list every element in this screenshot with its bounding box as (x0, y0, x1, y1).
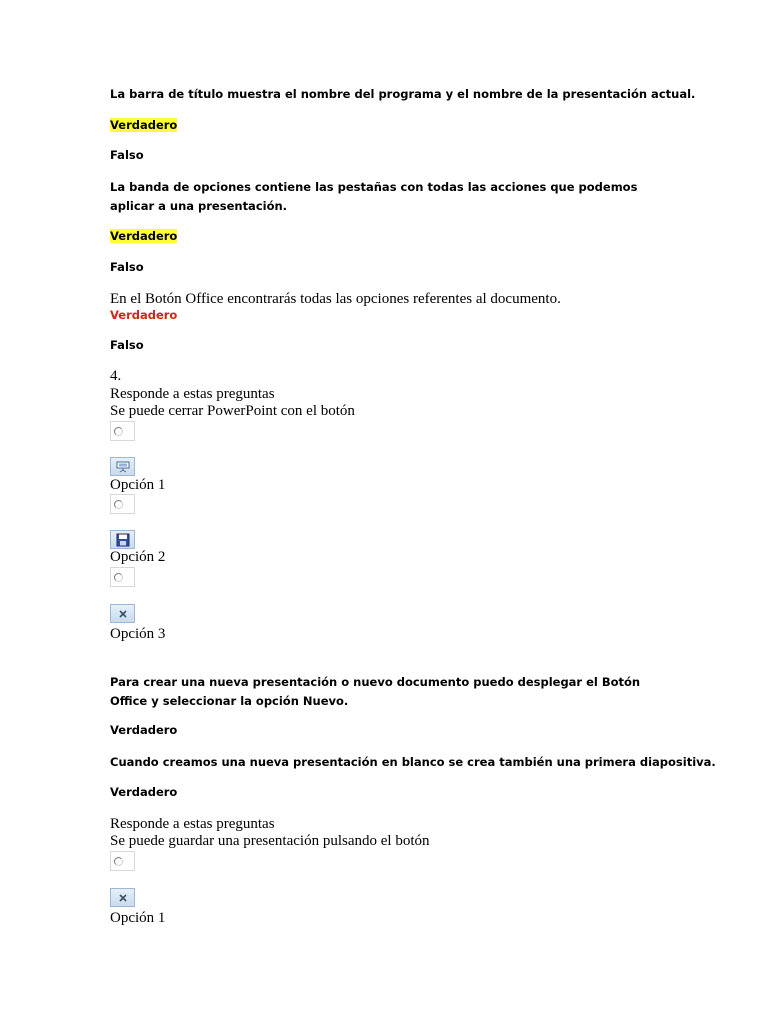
question-6-answer: Verdadero (110, 723, 178, 737)
option-1-label: Opción 1 (110, 477, 166, 493)
question-7-text: Cuando creamos una nueva presentación en blanco se crea también una primera diapositiva. (110, 755, 716, 769)
question-2-option-true (110, 227, 177, 246)
highlighted-answer: Verdadero (110, 229, 178, 243)
question-1-option-true (110, 116, 177, 135)
slideshow-icon (110, 457, 135, 476)
q5-option-1-label: Opción 1 (110, 910, 166, 926)
close-x-icon (110, 888, 135, 907)
option-3-label: Opción 3 (110, 626, 166, 642)
question-5-instruction: Responde a estas preguntas (110, 816, 275, 832)
highlighted-answer: Verdadero (110, 118, 178, 132)
question-7-answer: Verdadero (110, 785, 178, 799)
option-1-radio[interactable] (110, 421, 135, 441)
question-2-text: La banda de opciones contiene las pestañas con todas las acciones que podemos aplicar a una presentación. (110, 180, 638, 213)
q5-option-1-radio[interactable] (110, 851, 135, 871)
question-3-option-false: Falso (110, 338, 144, 352)
radio-circle-icon (114, 500, 123, 509)
option-2-radio[interactable] (110, 494, 135, 514)
radio-circle-icon (114, 427, 123, 436)
question-3-text: En el Botón Office encontrarás todas las opciones referentes al documento. (110, 291, 561, 307)
close-x-icon (110, 604, 135, 623)
question-4-number: 4. (110, 368, 122, 384)
question-3-option-true: Verdadero (110, 308, 178, 322)
question-6-text: Para crear una nueva presentación o nuevo documento puedo desplegar el Botón Office y seleccionar la opción Nuevo. (110, 675, 641, 708)
question-4-instruction: Responde a estas preguntas (110, 386, 275, 402)
radio-circle-icon (114, 857, 123, 866)
question-1-option-false: Falso (110, 148, 144, 162)
question-1-text: La barra de título muestra el nombre del programa y el nombre de la presentación actual. (110, 87, 696, 101)
floppy-disk-icon (110, 530, 135, 549)
option-2-label: Opción 2 (110, 549, 166, 565)
question-5-question: Se puede guardar una presentación pulsando el botón (110, 833, 430, 849)
radio-circle-icon (114, 573, 123, 582)
question-4-question: Se puede cerrar PowerPoint con el botón (110, 403, 355, 419)
question-2-option-false: Falso (110, 260, 144, 274)
option-3-radio[interactable] (110, 567, 135, 587)
